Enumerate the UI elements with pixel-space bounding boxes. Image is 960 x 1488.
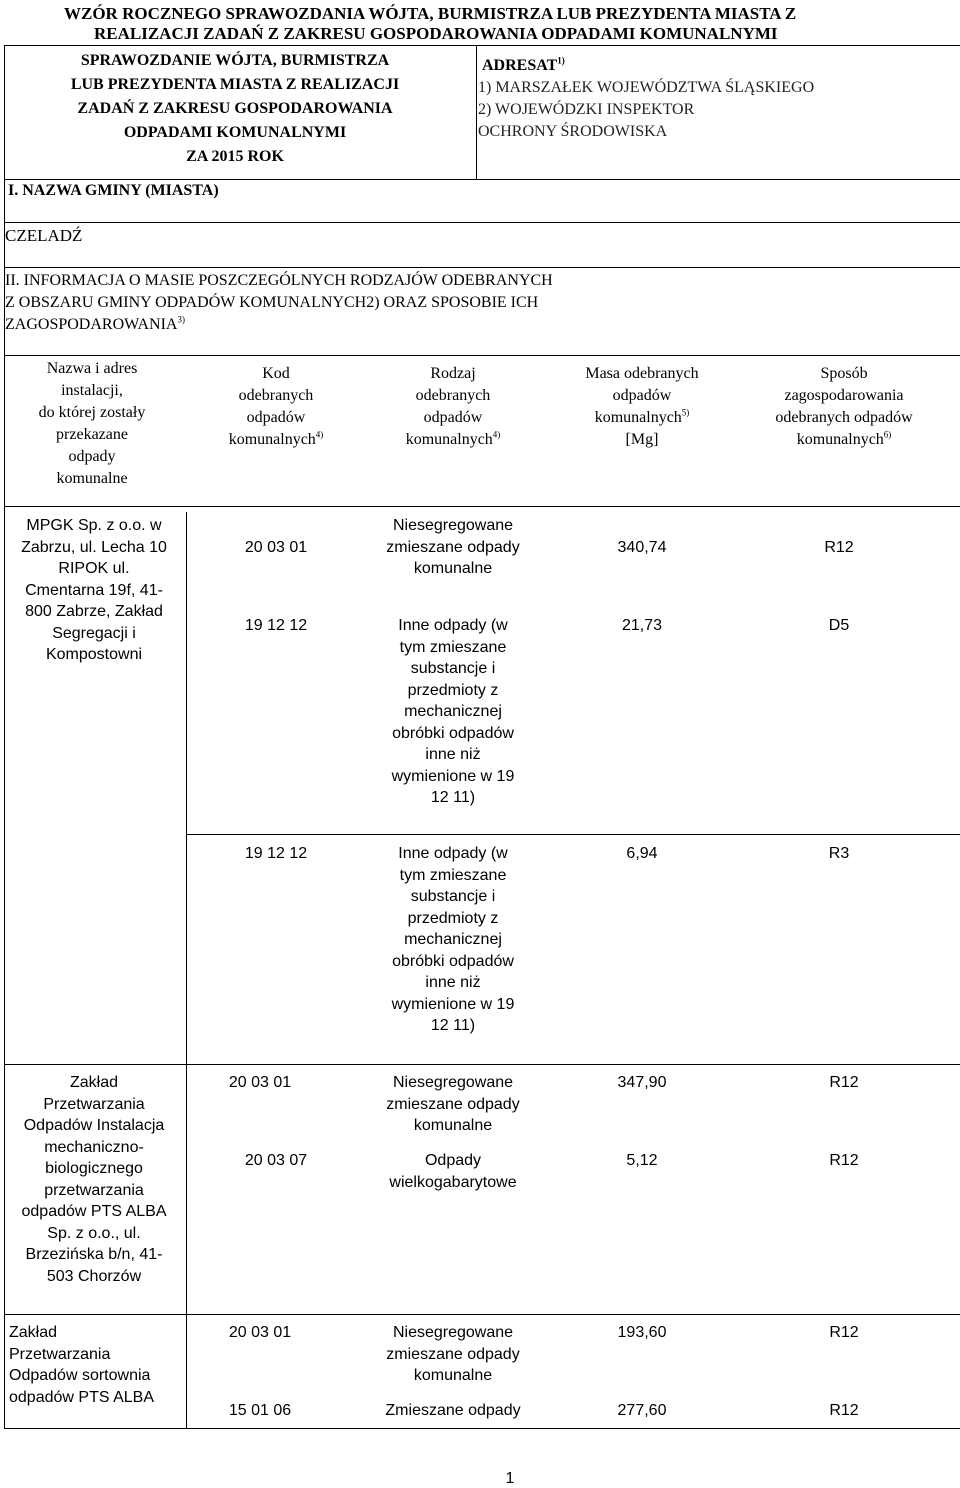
report-title-line: ZADAŃ Z ZAKRESU GOSPODAROWANIA bbox=[77, 100, 393, 117]
method-cell: R12 bbox=[829, 1324, 859, 1341]
waste-type-cell: Odpady wielkogabarytowe bbox=[389, 1152, 517, 1191]
table-row-divider bbox=[4, 1064, 960, 1065]
mass-cell: 347,90 bbox=[617, 1074, 667, 1091]
section2-line: ZAGOSPODAROWANIA$^{3)}$ bbox=[5, 314, 185, 333]
mass-cell: 340,74 bbox=[617, 539, 667, 556]
table-column-divider bbox=[186, 512, 187, 1428]
mass-cell: 193,60 bbox=[617, 1324, 667, 1341]
municipality-name: CZELADŹ bbox=[5, 226, 83, 245]
waste-type-cell: Inne odpady (w tym zmieszane substancje i przedmioty z mechanicznej obróbki odpadów inne niż wymienione w 19 12 11) bbox=[391, 845, 515, 1034]
section2-line: II. INFORMACJA O MASIE POSZCZEGÓLNYCH RODZAJÓW ODEBRANYCH bbox=[5, 272, 553, 289]
waste-code-cell: 20 03 01 bbox=[244, 539, 308, 556]
section2-heading bbox=[5, 270, 955, 336]
waste-type-cell: Niesegregowane zmieszane odpady komunalne bbox=[386, 1324, 520, 1384]
report-title-line: LUB PREZYDENTA MIASTA Z REALIZACJI bbox=[70, 76, 400, 93]
report-title-line: SPRAWOZDANIE WÓJTA, BURMISTRZA bbox=[80, 52, 390, 69]
section2-line: Z OBSZARU GMINY ODPADÓW KOMUNALNYCH2) ORAZ SPOSOBIE ICH bbox=[5, 294, 539, 311]
table-row-divider bbox=[186, 834, 960, 835]
frame-line bbox=[4, 222, 960, 223]
mass-cell: 6,94 bbox=[626, 845, 658, 862]
adresat-item: OCHRONY ŚRODOWISKA bbox=[478, 123, 668, 140]
report-title-line: ZA 2015 ROK bbox=[186, 148, 284, 165]
waste-code-cell: 20 03 01 bbox=[228, 1074, 292, 1091]
adresat-label: ADRESAT$^{1)}$ bbox=[482, 55, 565, 74]
column-header-method: Sposób zagospodarowania odebranych odpadów komunalnych$^{6)}$ bbox=[775, 365, 913, 448]
waste-type-cell: Zmieszane odpady bbox=[385, 1402, 521, 1419]
table-top-border bbox=[4, 355, 960, 356]
adresat-item: 1) MARSZAŁEK WOJEWÓDZTWA ŚLĄSKIEGO bbox=[478, 79, 815, 96]
method-cell: R12 bbox=[829, 1074, 859, 1091]
report-title-line: ODPADAMI KOMUNALNYMI bbox=[123, 124, 347, 141]
page-number: 1 bbox=[505, 1470, 515, 1487]
installation-cell: Zakład Przetwarzania Odpadów Instalacja mechaniczno- biologicznego przetwarzania odpadów PTS ALBA Sp. z o.o., ul. Brzezińska b/n, 41- 503 Chorzów bbox=[21, 1074, 167, 1285]
header-divider bbox=[476, 45, 477, 179]
waste-code-cell: 15 01 06 bbox=[228, 1402, 292, 1419]
adresat-item: 2) WOJEWÓDZKI INSPEKTOR bbox=[478, 101, 695, 118]
frame-line bbox=[4, 45, 960, 46]
mass-cell: 5,12 bbox=[626, 1152, 658, 1169]
mass-cell: 21,73 bbox=[621, 617, 663, 634]
frame-line bbox=[4, 179, 960, 180]
method-cell: R12 bbox=[829, 1152, 859, 1169]
waste-type-cell: Niesegregowane zmieszane odpady komunalne bbox=[386, 517, 520, 577]
method-cell: D5 bbox=[828, 617, 850, 634]
method-cell: R12 bbox=[829, 1402, 859, 1419]
report-title-box bbox=[4, 49, 476, 169]
document-title-line1: WZÓR ROCZNEGO SPRAWOZDANIA WÓJTA, BURMISTRZA LUB PREZYDENTA MIASTA Z bbox=[64, 4, 797, 23]
frame-line bbox=[4, 267, 960, 268]
waste-type-cell: Inne odpady (w tym zmieszane substancje i przedmioty z mechanicznej obróbki odpadów inne niż wymienione w 19 12 11) bbox=[391, 617, 515, 806]
waste-code-cell: 20 03 01 bbox=[228, 1324, 292, 1341]
column-header-code: Kod odebranych odpadów komunalnych$^{4)}$ bbox=[228, 365, 324, 448]
column-header-installation: Nazwa i adres instalacji, do której zostały przekazane odpady komunalne bbox=[38, 360, 146, 487]
waste-type-cell: Niesegregowane zmieszane odpady komunalne bbox=[386, 1074, 520, 1134]
installation-cell: MPGK Sp. z o.o. w Zabrzu, ul. Lecha 10 RIPOK ul. Cmentarna 19f, 41- 800 Zabrze, Zakład Segregacji i Kompostowni bbox=[21, 517, 167, 663]
mass-cell: 277,60 bbox=[617, 1402, 667, 1419]
installation-cell: Zakład Przetwarzania Odpadów sortownia odpadów PTS ALBA bbox=[9, 1324, 154, 1406]
adresat-box bbox=[478, 55, 958, 143]
waste-code-cell: 20 03 07 bbox=[244, 1152, 308, 1169]
waste-code-cell: 19 12 12 bbox=[244, 617, 308, 634]
method-cell: R12 bbox=[824, 539, 854, 556]
table-row-divider bbox=[4, 1314, 960, 1315]
waste-code-cell: 19 12 12 bbox=[244, 845, 308, 862]
column-header-mass: Masa odebranych odpadów komunalnych$^{5)}$ [Mg] bbox=[585, 365, 699, 448]
method-cell: R3 bbox=[828, 845, 850, 862]
column-header-type: Rodzaj odebranych odpadów komunalnych$^{4)}$ bbox=[405, 365, 501, 448]
document-title-line2: REALIZACJI ZADAŃ Z ZAKRESU GOSPODAROWANIA ODPADAMI KOMUNALNYMI bbox=[94, 24, 778, 43]
table-header-bottom bbox=[4, 506, 960, 507]
section1-label: I. NAZWA GMINY (MIASTA) bbox=[8, 182, 219, 199]
table-bottom-border bbox=[4, 1428, 960, 1429]
